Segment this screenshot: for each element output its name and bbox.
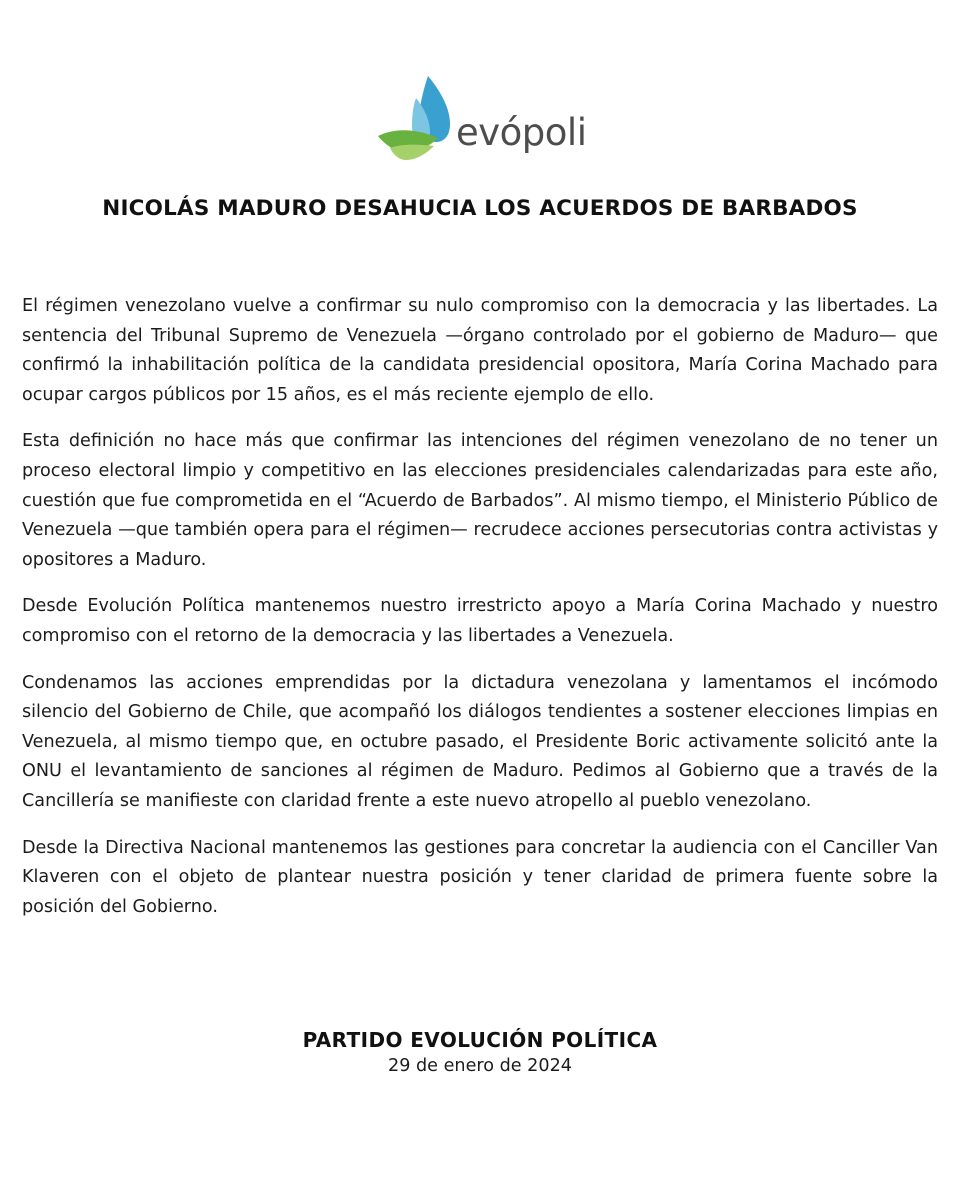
paragraph-4: Condenamos las acciones emprendidas por la dictadura venezolana y lamentamos el incómodo silencio del Gobierno de Chile, que acompañó los diálogos tendientes a sostener elecciones limpias en Venezuela, al mismo tiempo que, en octubre pasado, el Presidente Boric activamente solicitó ante la ONU el levantamiento de sanciones al régimen de Maduro. Pedimos al Gobierno que a través de la Cancillería se manifieste con claridad frente a este nuevo atropello al pueblo venezolano.	[22, 672, 938, 811]
paragraph-3: Desde Evolución Política mantenemos nuestro irrestricto apoyo a María Corina Machado y nuestro compromiso con el retorno de la democracia y las libertades a Venezuela.	[22, 596, 938, 646]
paragraph-2: Esta definición no hace más que confirmar las intenciones del régimen venezolano de no tener un proceso electoral limpio y competitivo en las elecciones presidenciales calendarizadas para este año, cuestión que fue comprometida en el “Acuerdo de Barbados”. Al mismo tiempo, el Ministerio Público de Venezuela —que también opera para el régimen— recrudece acciones persecutorias contra activistas y opositores a Maduro.	[22, 431, 938, 570]
page-title: NICOLÁS MADURO DESAHUCIA LOS ACUERDOS DE BARBADOS	[102, 196, 858, 221]
signature-date: 29 de enero de 2024	[388, 1056, 572, 1076]
wing-icon	[376, 72, 456, 168]
wing-light-green-feathers	[390, 145, 434, 160]
signature-block	[0, 1026, 960, 1078]
statement-body	[22, 292, 938, 939]
signature-name: PARTIDO EVOLUCIÓN POLÍTICA	[302, 1028, 658, 1052]
paragraph-1: El régimen venezolano vuelve a confirmar su nulo compromiso con la democracia y las libertades. La sentencia del Tribunal Supremo de Venezuela —órgano controlado por el gobierno de Maduro— que confirmó la inhabilitación política de la candidata presidencial opositora, María Corina Machado para ocupar cargos públicos por 15 años, es el más reciente ejemplo de ello.	[22, 296, 938, 405]
paragraph-5: Desde la Directiva Nacional mantenemos las gestiones para concretar la audiencia con el Canciller Van Klaveren con el objeto de plantear nuestra posición y tener claridad de primera fuente sobre la posición del Gobierno.	[22, 837, 938, 917]
logo-wordmark: evópoli	[456, 111, 587, 154]
evopoli-logo	[376, 72, 586, 168]
